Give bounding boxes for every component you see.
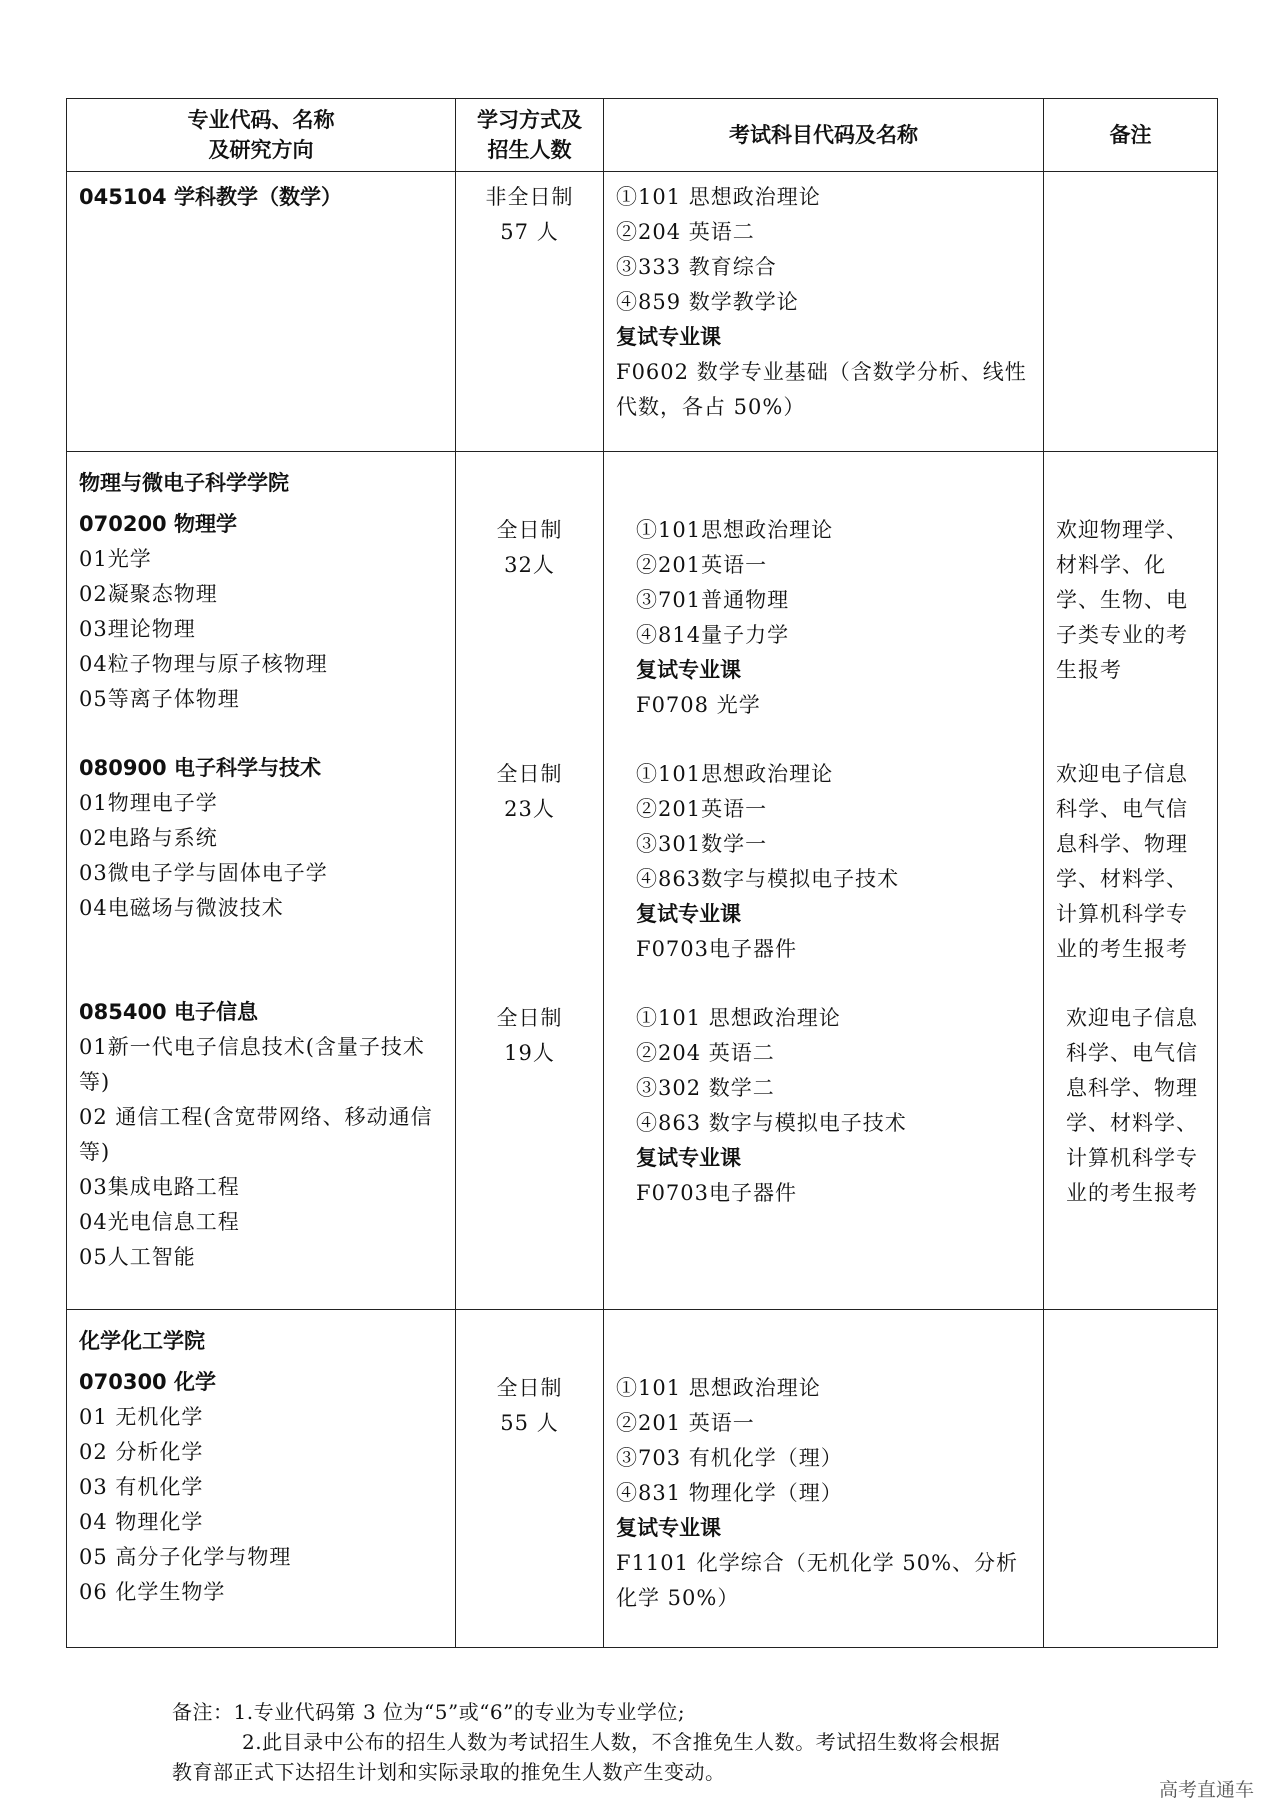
- research-direction: 01物理电子学: [79, 791, 218, 815]
- mode-cell: [456, 172, 604, 452]
- exam-subject: ③301数学一: [636, 832, 768, 856]
- mode-cell: [456, 452, 604, 1310]
- enrollment-count: 57 人: [500, 220, 559, 244]
- study-mode: 全日制: [496, 1006, 563, 1030]
- study-mode: 非全日制: [485, 185, 574, 209]
- table-row: [67, 1310, 1218, 1648]
- major-name: 070200 物理学: [79, 512, 237, 536]
- header-major: 专业代码、名称 及研究方向: [67, 99, 456, 172]
- note-cell: [1044, 452, 1218, 1310]
- research-direction: 04 物理化学: [79, 1510, 204, 1534]
- major-cell: [67, 172, 456, 452]
- research-direction: 06 化学生物学: [79, 1580, 226, 1604]
- enrollment-count: 23人: [504, 797, 555, 821]
- retest-label: 复试专业课: [636, 658, 741, 682]
- enrollment-table: [66, 98, 1218, 1648]
- note-text: 欢迎电子信息科学、电气信息科学、物理学、材料学、计算机科学专业的考生报考: [1066, 1006, 1198, 1205]
- exam-subject: ①101思想政治理论: [636, 762, 834, 786]
- retest-subject: F1101 化学综合（无机化学 50%、分析化学 50%）: [616, 1551, 1019, 1610]
- exam-subject: ④831 物理化学（理）: [616, 1481, 843, 1505]
- major-name: 045104 学科教学（数学）: [79, 185, 342, 209]
- exam-subject: ③703 有机化学（理）: [616, 1446, 843, 1470]
- mode-block: [456, 757, 603, 1001]
- major-name: 080900 电子科学与技术: [79, 756, 321, 780]
- exam-subject: ④863 数字与模拟电子技术: [636, 1111, 907, 1135]
- table-row: [67, 452, 1218, 1310]
- research-direction: 05人工智能: [79, 1245, 196, 1269]
- exam-cell: [604, 1310, 1044, 1648]
- major-block: [79, 507, 443, 751]
- note-cell: [1044, 172, 1218, 452]
- exam-subject: ①101思想政治理论: [636, 518, 834, 542]
- research-direction: 01光学: [79, 547, 152, 571]
- exam-block: [626, 1001, 1033, 1211]
- school-name: 化学化工学院: [79, 1329, 205, 1353]
- exam-subject: ③701普通物理: [636, 588, 790, 612]
- research-direction: 03微电子学与固体电子学: [79, 861, 328, 885]
- exam-subject: ②201英语一: [636, 553, 768, 577]
- exam-cell: [604, 452, 1044, 1310]
- exam-subject: ①101 思想政治理论: [616, 185, 821, 209]
- exam-subject: ②201英语一: [636, 797, 768, 821]
- exam-subject: ④863数字与模拟电子技术: [636, 867, 900, 891]
- note-text: 欢迎物理学、材料学、化学、生物、电子类专业的考生报考: [1056, 518, 1188, 682]
- enrollment-count: 55 人: [500, 1411, 559, 1435]
- footnote-line: 2.此目录中公布的招生人数为考试招生人数，不含推免生人数。考试招生数将会根据: [242, 1730, 1001, 1754]
- school-name: 物理与微电子科学学院: [79, 471, 289, 495]
- research-direction: 04光电信息工程: [79, 1210, 240, 1234]
- footnote: [172, 1697, 1132, 1787]
- mode-cell: [456, 1310, 604, 1648]
- retest-label: 复试专业课: [616, 325, 721, 349]
- exam-block: [626, 513, 1033, 757]
- research-direction: 02 通信工程(含宽带网络、移动通信等): [79, 1105, 433, 1164]
- research-direction: 04电磁场与微波技术: [79, 896, 284, 920]
- retest-subject: F0708 光学: [636, 693, 761, 717]
- footnote-line: 教育部正式下达招生计划和实际录取的推免生人数产生变动。: [172, 1760, 726, 1784]
- study-mode: 全日制: [496, 518, 563, 542]
- retest-label: 复试专业课: [636, 1146, 741, 1170]
- retest-label: 复试专业课: [616, 1516, 721, 1540]
- major-name: 085400 电子信息: [79, 1000, 258, 1024]
- exam-subject: ②201 英语一: [616, 1411, 755, 1435]
- exam-cell: [604, 172, 1044, 452]
- research-direction: 02凝聚态物理: [79, 582, 218, 606]
- study-mode: 全日制: [496, 762, 563, 786]
- exam-subject: ①101 思想政治理论: [616, 1376, 821, 1400]
- study-mode: 全日制: [496, 1376, 563, 1400]
- note-cell: [1044, 1310, 1218, 1648]
- retest-subject: F0602 数学专业基础（含数学分析、线性代数，各占 50%）: [616, 360, 1027, 419]
- watermark: 高考直通车: [1158, 1779, 1254, 1801]
- research-direction: 03理论物理: [79, 617, 196, 641]
- retest-subject: F0703电子器件: [636, 1181, 798, 1205]
- research-direction: 01 无机化学: [79, 1405, 204, 1429]
- research-direction: 05等离子体物理: [79, 687, 240, 711]
- retest-label: 复试专业课: [636, 902, 741, 926]
- table-row: [67, 172, 1218, 452]
- note-block: [1056, 1001, 1207, 1211]
- research-direction: 02电路与系统: [79, 826, 218, 850]
- major-block: [79, 751, 443, 995]
- major-name: 070300 化学: [79, 1370, 216, 1394]
- research-direction: 02 分析化学: [79, 1440, 204, 1464]
- research-direction: 05 高分子化学与物理: [79, 1545, 292, 1569]
- header-exams: 考试科目代码及名称: [604, 99, 1044, 172]
- table-header-row: [67, 99, 1218, 172]
- exam-subject: ③302 数学二: [636, 1076, 775, 1100]
- exam-subject: ①101 思想政治理论: [636, 1006, 841, 1030]
- major-block: [79, 995, 443, 1275]
- exam-subject: ④814量子力学: [636, 623, 790, 647]
- header-notes: 备注: [1044, 99, 1218, 172]
- major-cell: [67, 1310, 456, 1648]
- note-text: 欢迎电子信息科学、电气信息科学、物理学、材料学、计算机科学专业的考生报考: [1056, 762, 1188, 961]
- exam-block: [626, 757, 1033, 1001]
- note-block: [1056, 513, 1207, 757]
- exam-subject: ②204 英语二: [616, 220, 755, 244]
- mode-block: [456, 513, 603, 757]
- exam-subject: ③333 教育综合: [616, 255, 777, 279]
- note-block: [1056, 757, 1207, 1001]
- header-mode: 学习方式及 招生人数: [456, 99, 604, 172]
- exam-subject: ④859 数学教学论: [616, 290, 799, 314]
- research-direction: 03集成电路工程: [79, 1175, 240, 1199]
- footnote-line: 备注：1.专业代码第 3 位为“5”或“6”的专业为专业学位;: [172, 1700, 686, 1724]
- mode-block: [456, 1001, 603, 1071]
- retest-subject: F0703电子器件: [636, 937, 798, 961]
- exam-subject: ②204 英语二: [636, 1041, 775, 1065]
- major-cell: [67, 452, 456, 1310]
- research-direction: 04粒子物理与原子核物理: [79, 652, 328, 676]
- enrollment-count: 19人: [504, 1041, 555, 1065]
- research-direction: 03 有机化学: [79, 1475, 204, 1499]
- research-direction: 01新一代电子信息技术(含量子技术等): [79, 1035, 425, 1094]
- enrollment-count: 32人: [504, 553, 555, 577]
